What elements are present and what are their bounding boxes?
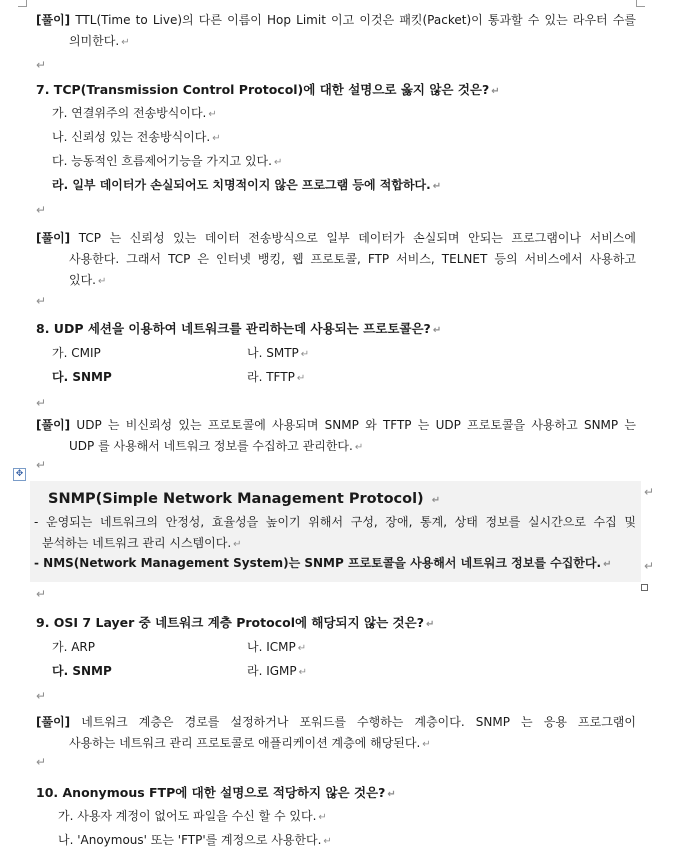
note-q8-line2: UDP 를 사용해서 네트워크 정보를 수집하고 관리한다. — [69, 439, 353, 453]
question-10-text: 10. Anonymous FTP에 대한 설명으로 적당하지 않은 것은? — [36, 785, 386, 800]
q8-option-4-text: 라. TFTP — [247, 370, 295, 384]
paragraph-mark: ↵ — [36, 458, 47, 472]
paragraph-mark: ↵ — [273, 157, 283, 168]
note-label: [풀이] — [36, 418, 71, 432]
q10-option-2-text: 나. 'Anoymous' 또는 'FTP'를 계정으로 사용한다. — [58, 833, 322, 847]
q8-option-1 — [52, 343, 101, 364]
question-8 — [36, 318, 441, 341]
paragraph-mark: ↵ — [233, 539, 242, 550]
q7-option-2-text: 나. 신뢰성 있는 전송방식이다. — [52, 130, 211, 144]
paragraph-mark: ↵ — [296, 373, 306, 384]
move-icon[interactable]: ✥ — [13, 468, 26, 481]
q7-option-1-text: 가. 연결위주의 전송방식이다. — [52, 106, 207, 120]
snmp-box-line2 — [42, 533, 242, 555]
snmp-box-line1-text: - 운영되는 네트워크의 안정성, 효율성을 높이기 위해서 구성, 장애, 통계, 상태 정보를 실시간으로 수집 및 — [34, 515, 636, 529]
paragraph-mark: ↵ — [354, 442, 364, 453]
note-ttl — [36, 10, 636, 53]
q8-option-4 — [247, 367, 305, 389]
crop-mark-top-right — [636, 0, 645, 7]
paragraph-mark: ↵ — [387, 789, 396, 800]
paragraph-mark: ↵ — [36, 58, 47, 72]
q9-option-2 — [247, 637, 306, 659]
paragraph-mark: ↵ — [644, 485, 655, 499]
note-label: [풀이] — [36, 13, 71, 27]
note-q9-line2: 사용하는 네트워크 관리 프로토콜로 애플리케이션 계층에 해당된다. — [69, 736, 421, 750]
paragraph-mark: ↵ — [36, 755, 47, 769]
q8-option-2 — [247, 343, 309, 365]
paragraph-mark: ↵ — [431, 495, 441, 506]
question-9 — [36, 612, 434, 635]
paragraph-mark: ↵ — [121, 37, 130, 48]
paragraph-mark: ↵ — [98, 276, 107, 287]
paragraph-mark: ↵ — [298, 667, 308, 678]
paragraph-mark: ↵ — [432, 181, 442, 192]
q9-option-3 — [52, 661, 112, 682]
q9-option-1 — [52, 637, 95, 658]
note-q8-line1: UDP 는 비신뢰성 있는 프로토콜에 사용되며 SNMP 와 TFTP 는 UDP 프로토콜을 사용하고 SNMP 는 — [76, 418, 636, 432]
paragraph-mark: ↵ — [425, 619, 435, 630]
note-label: [풀이] — [36, 231, 71, 245]
paragraph-mark: ↵ — [297, 643, 307, 654]
note-text-line2: 의미한다. — [69, 34, 120, 48]
question-7-text: 7. TCP(Transmission Control Protocol)에 대한 설명으로 옳지 않은 것은? — [36, 82, 490, 97]
paragraph-mark: ↵ — [422, 739, 431, 750]
note-text-line1: TTL(Time to Live)의 다른 이름이 Hop Limit 이고 이것은 패킷(Packet)이 통과할 수 있는 라우터 수를 — [75, 13, 636, 27]
paragraph-mark: ↵ — [36, 294, 47, 308]
paragraph-mark: ↵ — [644, 559, 655, 573]
paragraph-mark: ↵ — [318, 812, 327, 823]
q8-option-3-text: 다. SNMP — [52, 370, 112, 384]
note-q8 — [36, 415, 636, 458]
q9-option-4 — [247, 661, 307, 683]
crop-mark-top-left — [18, 0, 27, 7]
paragraph-mark: ↵ — [208, 109, 217, 120]
question-10 — [36, 782, 396, 805]
note-q7-line3: 있다. — [69, 273, 96, 287]
snmp-box-line3 — [34, 553, 611, 575]
snmp-box-title — [48, 488, 440, 512]
q7-option-2 — [52, 127, 221, 149]
note-label: [풀이] — [36, 715, 71, 729]
snmp-box-line3-text: - NMS(Network Management System)는 SNMP 프로토콜을 사용해서 네트워크 정보를 수집한다. — [34, 556, 602, 570]
table-resize-handle[interactable] — [641, 584, 648, 591]
q9-option-1-text: 가. ARP — [52, 640, 96, 654]
paragraph-mark: ↵ — [323, 836, 332, 847]
snmp-box-line2-text: 분석하는 네트워크 관리 시스템이다. — [42, 536, 232, 550]
note-q7-line2: 사용한다. 그래서 TCP 은 인터넷 뱅킹, 웹 프로토콜, FTP 서비스, TELNET 등의 서비스에서 사용하고 — [69, 252, 636, 266]
question-8-text: 8. UDP 세션을 이용하여 네트워크를 관리하는데 사용되는 프로토콜은? — [36, 321, 431, 336]
snmp-box-line1 — [34, 512, 636, 533]
q7-option-3-text: 다. 능동적인 흐름제어기능을 가지고 있다. — [52, 154, 272, 168]
note-q7 — [36, 228, 636, 292]
paragraph-mark: ↵ — [36, 587, 47, 601]
q10-option-2 — [58, 830, 332, 852]
paragraph-mark: ↵ — [36, 689, 47, 703]
q7-option-1 — [52, 103, 217, 125]
paragraph-mark: ↵ — [212, 133, 221, 144]
note-q7-line1: TCP 는 신뢰성 있는 데이터 전송방식으로 일부 데이터가 손실되며 안되는 프로그램이나 서비스에 — [78, 231, 636, 245]
q9-option-3-text: 다. SNMP — [52, 664, 112, 678]
snmp-info-box — [30, 481, 641, 582]
paragraph-mark: ↵ — [300, 349, 310, 360]
paragraph-mark: ↵ — [432, 325, 442, 336]
q10-option-1 — [58, 806, 327, 828]
paragraph-mark: ↵ — [491, 86, 500, 97]
paragraph-mark: ↵ — [603, 559, 612, 570]
q8-option-1-text: 가. CMIP — [52, 346, 101, 360]
question-9-text: 9. OSI 7 Layer 중 네트워크 계층 Protocol에 해당되지 않는 것은? — [36, 615, 424, 630]
q7-option-4 — [52, 175, 441, 197]
snmp-box-title-text: SNMP(Simple Network Management Protocol) — [48, 491, 424, 507]
q9-option-4-text: 라. IGMP — [247, 664, 297, 678]
q7-option-3 — [52, 151, 282, 173]
paragraph-mark: ↵ — [36, 396, 47, 410]
note-q9-line1: 네트워크 계층은 경로를 설정하거나 포워드를 수행하는 계층이다. SNMP 는 응용 프로그램이 — [81, 715, 636, 729]
note-q9 — [36, 712, 636, 755]
q10-option-1-text: 가. 사용자 계정이 없어도 파일을 수신 할 수 있다. — [58, 809, 317, 823]
question-7 — [36, 79, 500, 102]
paragraph-mark: ↵ — [36, 203, 47, 217]
q8-option-2-text: 나. SMTP — [247, 346, 299, 360]
q8-option-3 — [52, 367, 112, 388]
q7-option-4-text: 라. 일부 데이터가 손실되어도 치명적이지 않은 프로그램 등에 적합하다. — [52, 178, 431, 192]
q9-option-2-text: 나. ICMP — [247, 640, 296, 654]
